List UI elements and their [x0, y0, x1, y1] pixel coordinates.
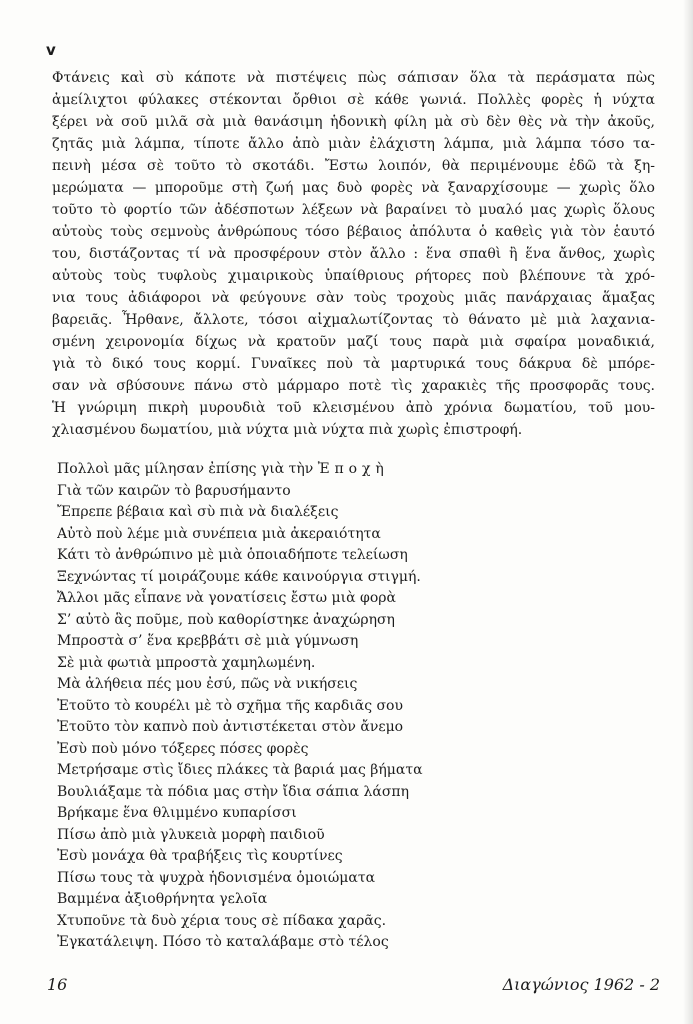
poem-line: Γιὰ τῶν καιρῶν τὸ βαρυσήμαντο: [57, 482, 291, 499]
poem-line: Αὐτὸ ποὺ λέμε μιὰ συνέπεια μιὰ ἀκεραιότητα: [57, 525, 381, 542]
prose-line: σαν νὰ σβύσουνε πάνω στὸ μάρμαρο ποτὲ τὶς χαρακιὲς τῆς προσφορᾶς τους.: [52, 378, 655, 394]
poem-line: Χτυποῦνε τὰ δυὸ χέρια τους σὲ πίδακα χαρᾶς.: [57, 912, 387, 929]
prose-line: ἀμείλιχτοι φύλακες στέκονται ὄρθιοι σὲ κάθε γωνιά. Πολλὲς φορὲς ἡ νύχτα: [52, 92, 655, 108]
prose-paragraph: [52, 67, 655, 441]
poem-line: Ἐσὺ μονάχα θὰ τραβήξεις τὶς κουρτίνες: [57, 848, 343, 864]
poem-line-text: Πολλοὶ μᾶς μίλησαν ἐπίσης γιὰ τὴν: [57, 461, 314, 477]
prose-line: τοῦτο τὸ φορτίο τῶν ἀδέσποτων λέξεων νὰ βαραίνει τὸ μυαλό μας χωρὶς ὅλους: [52, 202, 655, 218]
prose-line: νια τους ἀδιάφοροι νὰ φεύγουνε σὰν τοὺς τροχοὺς μιᾶς πανάρχαιας ἅμαξας: [52, 290, 655, 306]
poem-line: Σὲ μιὰ φωτιὰ μπροστὰ χαμηλωμένη.: [57, 654, 316, 671]
poem-line: Βρήκαμε ἕνα θλιμμένο κυπαρίσσι: [57, 805, 297, 821]
prose-line: αὐτοὺς τοὺς τυφλοὺς χιμαιρικοὺς ὑπαίθριους ρήτορες ποὺ βλέπουνε τὰ χρό-: [52, 268, 655, 284]
poem-line: [57, 459, 657, 481]
page-number: 16: [47, 975, 68, 994]
poem-line: Ἐσὺ ποὺ μόνο τόξερες πόσες φορὲς: [57, 740, 309, 757]
prose-line: μερώματα — μποροῦμε στὴ ζωή μας δυὸ φορὲς νὰ ξαναρχίσουμε — χωρὶς ὅλο: [52, 180, 655, 196]
journal-issue: Διαγώνιος 1962 - 2: [502, 975, 660, 994]
prose-line: του, διστάζοντας τί νὰ προσφέρουν στὸν ἄλλο : ἕνα σπαθὶ ἢ ἕνα ἄνθος, χωρὶς: [52, 246, 655, 262]
poem-line: Ἐγκατάλειψη. Πόσο τὸ καταλάβαμε στὸ τέλος: [57, 934, 389, 950]
prose-line: πεινὴ μέσα σὲ τοῦτο τὸ σκοτάδι. Ἔστω λοιπόν, θὰ περιμένουμε ἐδῶ τὰ ξη-: [52, 158, 655, 174]
prose-line: βαρειᾶς. Ἦρθανε, ἄλλοτε, τόσοι αἰχμαλωτίζοντας τὸ θάνατο μὲ μιὰ λαχανια-: [52, 312, 655, 328]
poem-line: Μετρήσαμε στὶς ἴδιες πλάκες τὰ βαριά μας βήματα: [57, 762, 423, 778]
poem-line: Ἄλλοι μᾶς εἶπανε νὰ γονατίσεις ἔστω μιὰ φορὰ: [57, 590, 396, 606]
poem-line: Βουλιάξαμε τὰ πόδια μας στὴν ἴδια σάπια λάσπη: [57, 783, 409, 800]
prose-line: Ἡ γνώριμη πικρὴ μυρουδιὰ τοῦ κλεισμένου ἀπὸ χρόνια δωματίου, τοῦ μου-: [52, 400, 655, 416]
poem-line: Κάτι τὸ ἀνθρώπινο μὲ μιὰ ὁποιαδήποτε τελείωση: [57, 547, 408, 563]
prose-line: Φτάνεις καὶ σὺ κάποτε νὰ πιστέψεις πὼς σάπισαν ὅλα τὰ περάσματα πὼς: [52, 70, 655, 86]
poem-stanza: [57, 459, 657, 954]
poem-line: Βαμμένα ἀξιοθρήνητα γελοῖα: [57, 891, 268, 907]
poem-emphasized-word: Ἐποχὴ: [317, 461, 389, 477]
prose-line: ξέρει νὰ σοῦ μιλᾶ σὰ μιὰ θανάσιμη ἡδονικὴ φίλη μὰ σὺ δὲν θὲς νὰ τὴν ἀκοῦς,: [52, 114, 655, 130]
prose-line: σμένη χειρονομία δίχως νὰ κρατοῦν μαζί τους παρὰ μιὰ σφαίρα μοναδικιά,: [52, 334, 655, 350]
prose-line: ζητᾶς μιὰ λάμπα, τίποτε ἄλλο ἀπὸ μιὰν ἐλάχιστη λάμπα, μιὰ λάμπα τόσο τα-: [52, 136, 655, 152]
prose-line: γιὰ τὸ δικό τους κορμί. Γυναῖκες ποὺ τὰ μαρτυρικά τους δάκρυα δὲ μπόρε-: [52, 356, 655, 372]
section-marker: v: [46, 41, 56, 59]
poem-line: Ἐτοῦτο τὸ κουρέλι μὲ τὸ σχῆμα τῆς καρδιᾶς σου: [57, 697, 403, 714]
poem-line: Πίσω ἀπὸ μιὰ γλυκειὰ μορφὴ παιδιοῦ: [57, 826, 325, 843]
poem-line: Ἐτοῦτο τὸν καπνὸ ποὺ ἀντιστέκεται στὸν ἄνεμο: [57, 719, 404, 735]
poem-line: Μπροστὰ σ’ ἕνα κρεββάτι σὲ μιὰ γύμνωση: [57, 633, 359, 649]
poem-line: Μὰ ἀλήθεια πές μου ἐσύ, πῶς νὰ νικήσεις: [57, 676, 358, 692]
poem-line: Ἔπρεπε βέβαια καὶ σὺ πιὰ νὰ διαλέξεις: [57, 504, 339, 520]
prose-line: αὐτοὺς τοὺς σεμνοὺς ἀνθρώπους τόσο βέβαιος ἀπόλυτα ὁ καθεὶς γιὰ τὸν ἑαυτό: [52, 224, 655, 240]
poem-line: Πίσω τους τὰ ψυχρὰ ἡδονισμένα ὁμοιώματα: [57, 869, 376, 886]
poem-line: Ξεχνώντας τί μοιράζουμε κάθε καινούργια στιγμή.: [57, 568, 421, 585]
poem-line: Σ’ αὐτὸ ἃς ποῦμε, ποὺ καθορίστηκε ἀναχώρηση: [57, 611, 395, 628]
scan-shadow-edge: [683, 0, 693, 1024]
prose-line: χλιασμένου δωματίου, μιὰ νύχτα μιὰ νύχτα πιὰ χωρὶς ἐπιστροφή.: [52, 422, 523, 438]
